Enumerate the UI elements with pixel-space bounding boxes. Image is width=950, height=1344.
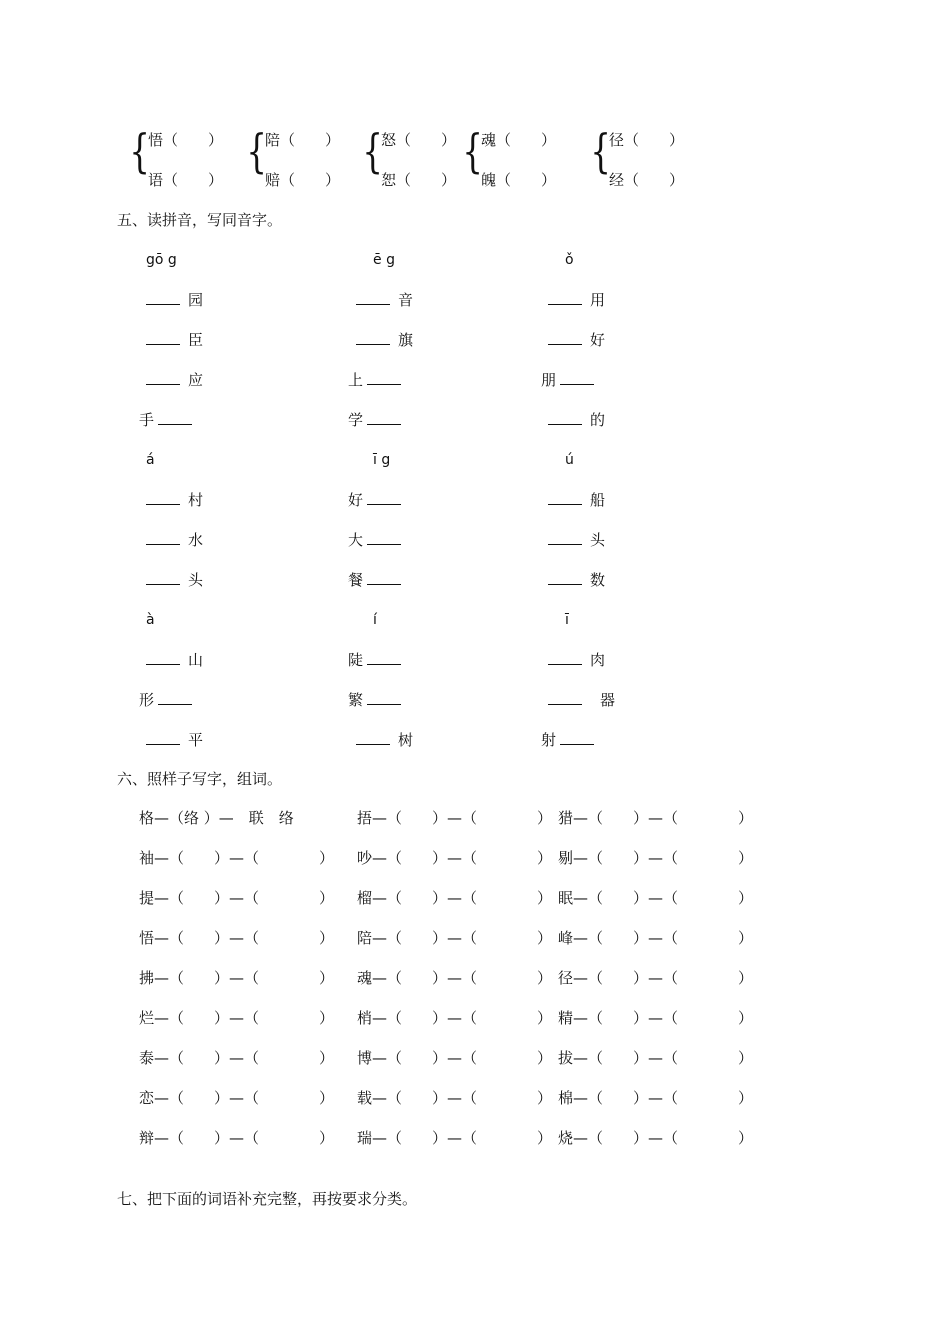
fill-in-item (146, 490, 203, 510)
pair-top-entry: 悟（ ） (148, 131, 224, 149)
word-building-item[interactable]: 猎—（ ）—（ ） (558, 809, 754, 827)
fill-in-item (146, 370, 203, 390)
word-building-item[interactable]: 梢—（ ）—（ ） (357, 1009, 553, 1027)
fill-in-item (348, 650, 401, 670)
item-char: 平 (188, 731, 204, 749)
item-char: 射 (541, 731, 557, 749)
word-building-item[interactable]: 烧—（ ）—（ ） (558, 1129, 754, 1147)
brace-symbol: { (129, 124, 150, 178)
answer-blank[interactable] (367, 651, 401, 665)
example-entry: 格—（络 ）— 联 络 (139, 809, 294, 827)
word-building-item[interactable]: 眠—（ ）—（ ） (558, 889, 754, 907)
word-building-item[interactable]: 魂—（ ）—（ ） (357, 969, 553, 987)
section-6-title: 六、照样子写字，组词。 (117, 770, 283, 788)
fill-in-item (348, 490, 401, 510)
answer-blank[interactable] (356, 731, 390, 745)
item-char: 头 (188, 571, 204, 589)
item-char: 船 (590, 491, 606, 509)
item-char: 大 (348, 531, 364, 549)
fill-in-item (146, 530, 203, 550)
fill-in-item (548, 570, 605, 590)
word-building-item[interactable]: 棉—（ ）—（ ） (558, 1089, 754, 1107)
item-char: 餐 (348, 571, 364, 589)
pinyin-label: á (146, 452, 155, 468)
word-building-item[interactable]: 博—（ ）—（ ） (357, 1049, 553, 1067)
item-char: 水 (188, 531, 204, 549)
item-char: 上 (348, 371, 364, 389)
answer-blank[interactable] (146, 491, 180, 505)
answer-blank[interactable] (356, 291, 390, 305)
word-building-item[interactable]: 悟—（ ）—（ ） (139, 929, 335, 947)
item-char: 旗 (398, 331, 414, 349)
item-char: 肉 (590, 651, 606, 669)
item-char: 好 (348, 491, 364, 509)
item-char: 好 (590, 331, 606, 349)
pinyin-label: gō g (146, 252, 177, 268)
brace-symbol: { (362, 124, 383, 178)
item-char: 山 (188, 651, 204, 669)
fill-in-item (548, 290, 605, 310)
item-char: 朋 (541, 371, 557, 389)
fill-in-item (139, 410, 192, 430)
fill-in-item (146, 290, 203, 310)
answer-blank[interactable] (560, 371, 594, 385)
answer-blank[interactable] (548, 531, 582, 545)
pair-bottom-entry: 经（ ） (609, 171, 685, 189)
pair-bottom-entry: 恕（ ） (381, 171, 457, 189)
fill-in-item (541, 730, 594, 750)
brace-symbol: { (246, 124, 267, 178)
answer-blank[interactable] (367, 691, 401, 705)
item-char: 头 (590, 531, 606, 549)
item-char: 树 (398, 731, 414, 749)
item-char: 学 (348, 411, 364, 429)
item-char: 繁 (348, 691, 364, 709)
item-char: 形 (139, 691, 155, 709)
word-building-item[interactable]: 瑞—（ ）—（ ） (357, 1129, 553, 1147)
pinyin-label: ī g (373, 452, 391, 468)
answer-blank[interactable] (367, 491, 401, 505)
item-char: 陡 (348, 651, 364, 669)
answer-blank[interactable] (146, 651, 180, 665)
fill-in-item (146, 330, 203, 350)
word-building-item[interactable]: 径—（ ）—（ ） (558, 969, 754, 987)
item-char: 村 (188, 491, 204, 509)
item-char: 器 (600, 691, 616, 709)
fill-in-item (356, 730, 413, 750)
fill-in-item (348, 570, 401, 590)
word-building-item[interactable]: 峰—（ ）—（ ） (558, 929, 754, 947)
answer-blank[interactable] (548, 331, 582, 345)
word-building-item[interactable]: 捂—（ ）—（ ） (357, 809, 553, 827)
pair-top-entry: 径（ ） (609, 131, 685, 149)
pinyin-label: ē g (373, 252, 395, 268)
fill-in-item (348, 410, 401, 430)
answer-blank[interactable] (548, 651, 582, 665)
fill-in-item (348, 370, 401, 390)
fill-in-item (548, 530, 605, 550)
fill-in-item (146, 570, 203, 590)
word-building-item[interactable]: 吵—（ ）—（ ） (357, 849, 553, 867)
section-7-title: 七、把下面的词语补充完整，再按要求分类。 (117, 1190, 418, 1208)
word-building-item[interactable]: 剔—（ ）—（ ） (558, 849, 754, 867)
word-building-item[interactable]: 恋—（ ）—（ ） (139, 1089, 335, 1107)
answer-blank[interactable] (146, 571, 180, 585)
fill-in-item (548, 490, 605, 510)
pair-bottom-entry: 魄（ ） (481, 171, 557, 189)
answer-blank[interactable] (146, 731, 180, 745)
pinyin-label: í (373, 612, 377, 628)
answer-blank[interactable] (560, 731, 594, 745)
answer-blank[interactable] (356, 331, 390, 345)
word-building-item[interactable]: 拔—（ ）—（ ） (558, 1049, 754, 1067)
answer-blank[interactable] (548, 491, 582, 505)
section-5-title: 五、读拼音，写同音字。 (117, 211, 283, 229)
answer-blank[interactable] (548, 291, 582, 305)
brace-symbol: { (462, 124, 483, 178)
pinyin-label: ī (565, 612, 569, 628)
fill-in-item (541, 370, 594, 390)
fill-in-item (548, 410, 605, 430)
fill-in-item (146, 730, 203, 750)
fill-in-item (356, 330, 413, 350)
item-char: 用 (590, 291, 606, 309)
word-building-item[interactable]: 提—（ ）—（ ） (139, 889, 335, 907)
pinyin-label: ǒ (565, 252, 574, 268)
pair-top-entry: 怒（ ） (381, 131, 457, 149)
pair-bottom-entry: 语（ ） (148, 171, 224, 189)
pinyin-label: à (146, 612, 155, 628)
fill-in-item (348, 530, 401, 550)
answer-blank[interactable] (367, 371, 401, 385)
word-building-item[interactable]: 陪—（ ）—（ ） (357, 929, 553, 947)
answer-blank[interactable] (367, 411, 401, 425)
word-building-item[interactable]: 泰—（ ）—（ ） (139, 1049, 335, 1067)
pair-top-entry: 陪（ ） (265, 131, 341, 149)
fill-in-item (356, 290, 413, 310)
fill-in-item (146, 650, 203, 670)
answer-blank[interactable] (146, 531, 180, 545)
answer-blank[interactable] (158, 691, 192, 705)
answer-blank[interactable] (367, 571, 401, 585)
pinyin-label: ú (565, 452, 574, 468)
word-building-item[interactable]: 精—（ ）—（ ） (558, 1009, 754, 1027)
item-char: 应 (188, 371, 204, 389)
answer-blank[interactable] (367, 531, 401, 545)
word-building-item[interactable]: 榴—（ ）—（ ） (357, 889, 553, 907)
item-char: 数 (590, 571, 606, 589)
answer-blank[interactable] (146, 291, 180, 305)
answer-blank[interactable] (158, 411, 192, 425)
word-building-item[interactable]: 袖—（ ）—（ ） (139, 849, 335, 867)
word-building-item[interactable]: 载—（ ）—（ ） (357, 1089, 553, 1107)
fill-in-item (139, 690, 192, 710)
fill-in-item (348, 690, 401, 710)
answer-blank[interactable] (548, 411, 582, 425)
pair-bottom-entry: 赔（ ） (265, 171, 341, 189)
item-char: 臣 (188, 331, 204, 349)
item-char: 园 (188, 291, 204, 309)
item-char: 音 (398, 291, 414, 309)
word-building-item[interactable]: 辩—（ ）—（ ） (139, 1129, 335, 1147)
fill-in-item (548, 650, 605, 670)
answer-blank[interactable] (146, 331, 180, 345)
pair-top-entry: 魂（ ） (481, 131, 557, 149)
item-char: 的 (590, 411, 606, 429)
fill-in-item (548, 330, 605, 350)
answer-blank[interactable] (146, 371, 180, 385)
word-building-item[interactable]: 烂—（ ）—（ ） (139, 1009, 335, 1027)
item-char: 手 (139, 411, 155, 429)
answer-blank[interactable] (548, 691, 582, 705)
word-building-item[interactable]: 拂—（ ）—（ ） (139, 969, 335, 987)
brace-symbol: { (590, 124, 611, 178)
answer-blank[interactable] (548, 571, 582, 585)
fill-in-item (548, 690, 615, 710)
